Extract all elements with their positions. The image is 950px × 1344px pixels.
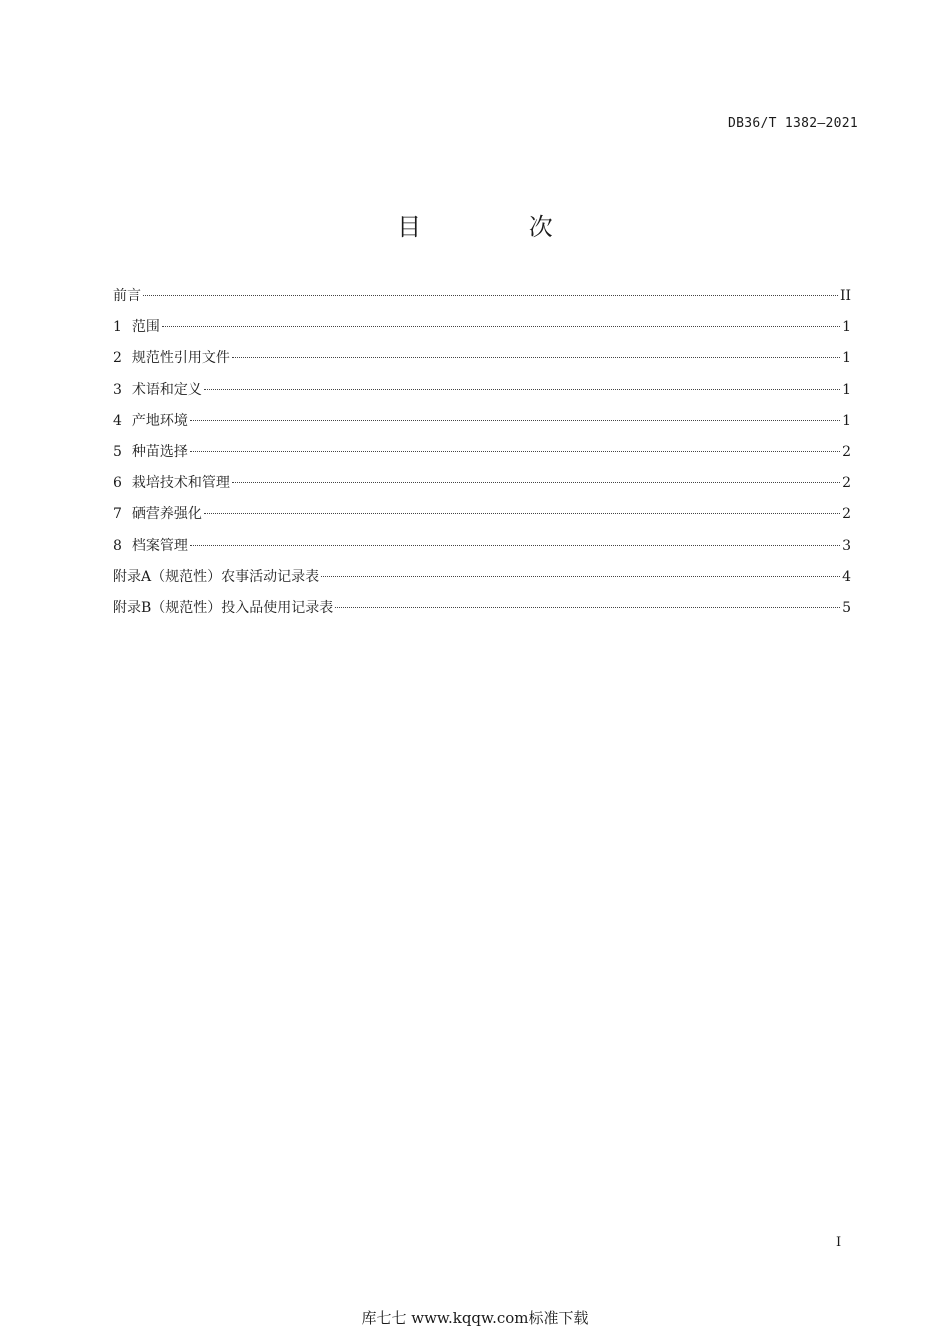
toc-entry-page: 1 [842,350,851,367]
toc-entry-label: 6 栽培技术和管理 [113,475,230,492]
document-code: DB36/T 1382—2021 [727,116,858,131]
toc-entry-page: 1 [842,412,851,429]
table-of-contents [113,285,851,628]
toc-entry-label: 附录A（规范性）农事活动记录表 [113,568,320,585]
toc-entry-label: 3 术语和定义 [113,381,202,398]
toc-leader-dots [335,607,840,608]
toc-entry-appendix-b[interactable] [113,597,851,628]
toc-entry-label: 7 硒营养强化 [113,506,202,523]
toc-entry-label: 8 档案管理 [113,537,188,554]
toc-entry-page: 5 [842,599,851,616]
toc-entry-page: 2 [842,506,851,523]
toc-leader-dots [190,545,840,546]
toc-entry-selenium-enrichment[interactable] [113,503,851,534]
toc-leader-dots [232,482,840,483]
toc-entry-page: 4 [842,568,851,585]
toc-leader-dots [321,576,840,577]
toc-entry-appendix-a[interactable] [113,566,851,597]
toc-entry-records-management[interactable] [113,535,851,566]
toc-entry-seedling-selection[interactable] [113,441,851,472]
watermark-text: 库七七 www.kqqw.com标准下载 [361,1309,589,1327]
toc-leader-dots [204,389,840,390]
toc-leader-dots [190,420,840,421]
page-number: I [836,1235,842,1250]
toc-entry-production-environment[interactable] [113,410,851,441]
toc-entry-normative-references[interactable] [113,347,851,378]
toc-leader-dots [162,326,840,327]
toc-entry-cultivation-management[interactable] [113,472,851,503]
toc-entry-label: 1 范围 [113,319,160,336]
toc-entry-page: 1 [842,381,851,398]
toc-entry-page: 2 [842,475,851,492]
toc-leader-dots [190,451,840,452]
toc-entry-label: 2 规范性引用文件 [113,350,230,367]
toc-entry-page: II [839,288,851,304]
toc-leader-dots [232,357,840,358]
page-title: 目 次 [397,213,603,241]
toc-leader-dots [143,295,838,296]
toc-entry-terms-definitions[interactable] [113,379,851,410]
toc-entry-page: 3 [842,537,851,554]
toc-entry-label: 5 种苗选择 [113,443,188,460]
toc-entry-label: 附录B（规范性）投入品使用记录表 [113,599,334,616]
toc-leader-dots [204,513,840,514]
toc-entry-scope[interactable] [113,316,851,347]
toc-entry-label: 前言 [113,288,141,304]
toc-entry-label: 4 产地环境 [113,412,188,429]
toc-entry-page: 2 [842,443,851,460]
toc-entry-page: 1 [842,319,851,336]
toc-entry-foreword[interactable] [113,285,851,316]
